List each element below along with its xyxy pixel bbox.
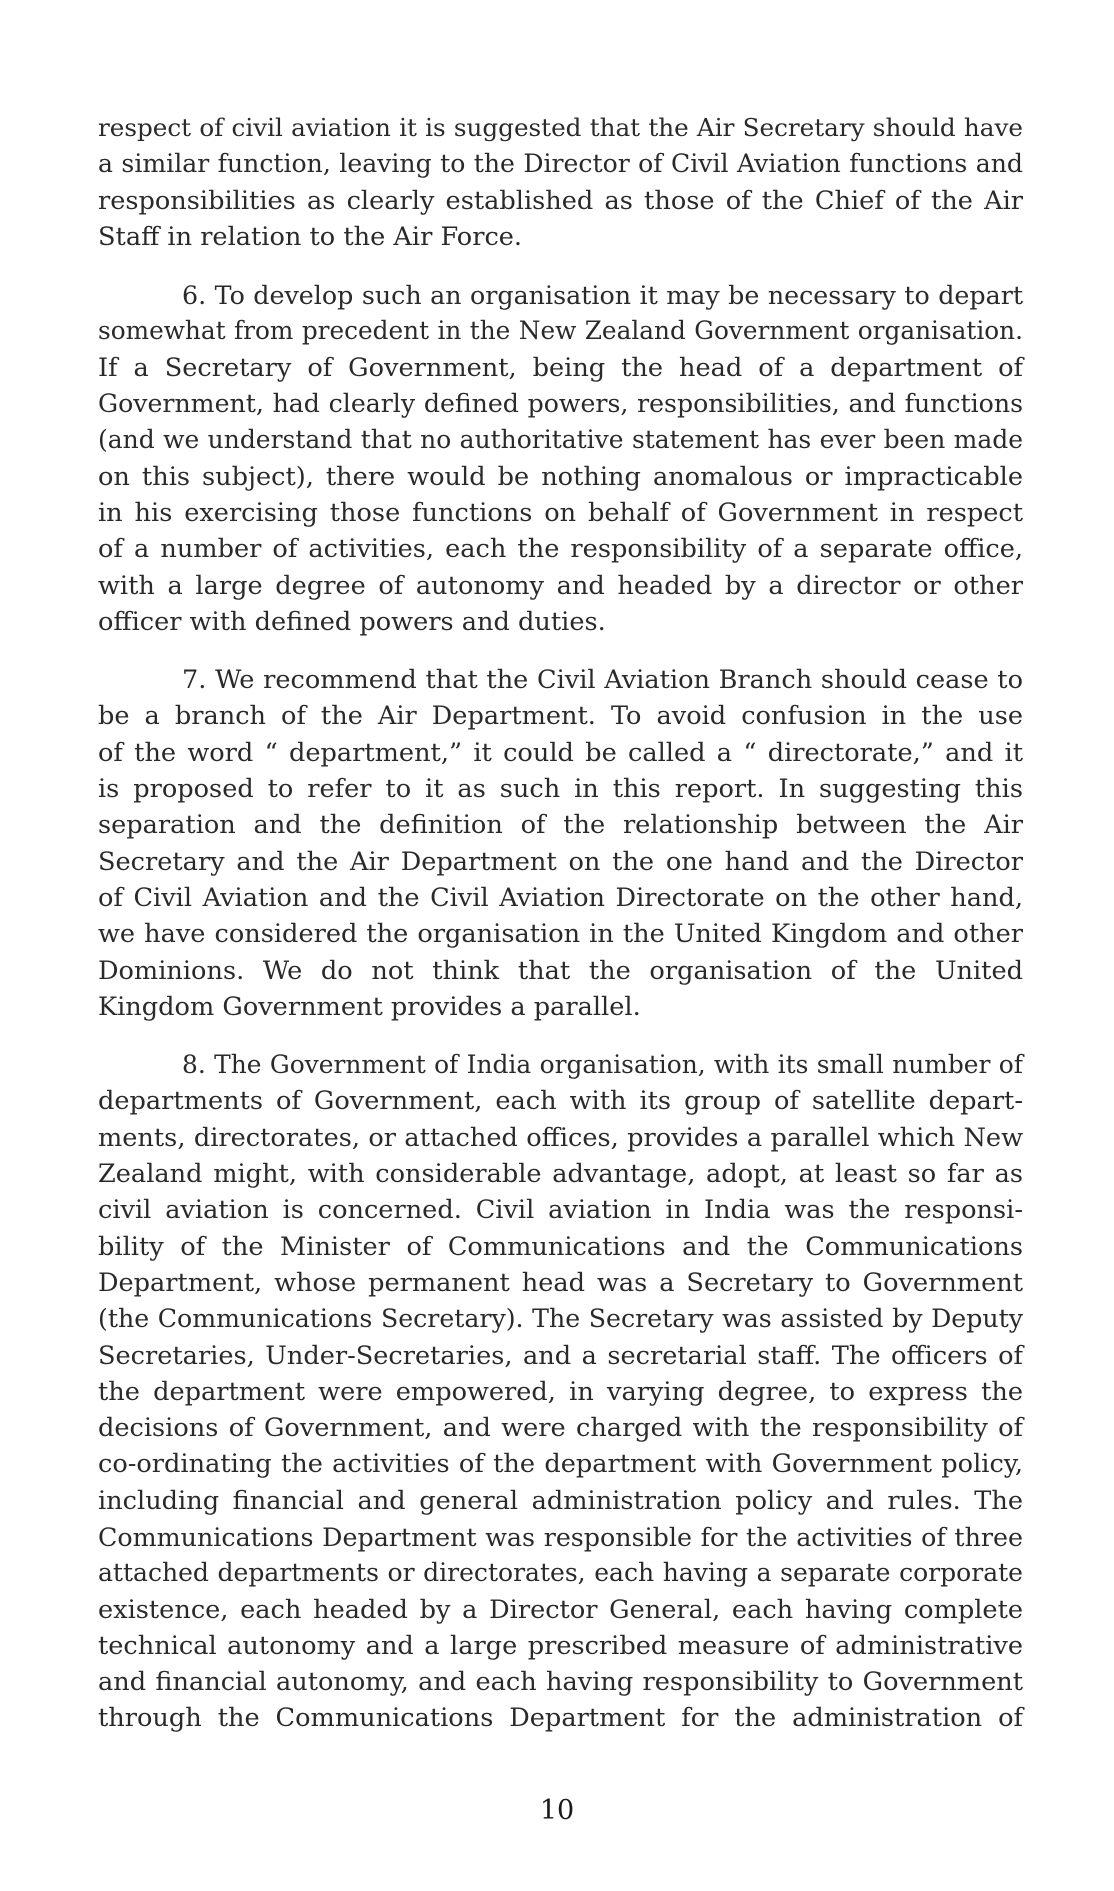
text-line: (the Communications Secretary). The Secretary was assisted by Deputy	[98, 1304, 1023, 1334]
text-line: Kingdom Government provides a parallel.	[98, 991, 641, 1022]
text-line: of the word “ department,” it could be called a “ directorate,” and it	[98, 737, 1023, 768]
text-line: Communications Department was responsible for the activities of three	[98, 1521, 1023, 1552]
text-line: through the Communications Department for the administration of	[98, 1703, 1023, 1734]
text-line: 8. The Government of India organisation, with its small number of	[182, 1050, 1023, 1080]
text-line: decisions of Government, and were charged with the responsibility of	[98, 1413, 1023, 1444]
text-line: ments, directorates, or attached offices, provides a parallel which New	[98, 1122, 1023, 1153]
paragraph-6	[98, 277, 1023, 640]
page-number: 10	[539, 1795, 575, 1826]
text-line: somewhat from precedent in the New Zealand Government organisation.	[98, 316, 1023, 346]
text-line: including financial and general administration policy and rules. The	[98, 1485, 1023, 1516]
text-line: of Civil Aviation and the Civil Aviation Directorate on the other hand,	[98, 882, 1023, 913]
text-line: If a Secretary of Government, being the head of a department of	[98, 352, 1023, 383]
text-line: a similar function, leaving to the Director of Civil Aviation functions and	[98, 149, 1023, 179]
text-line: 6. To develop such an organisation it may be necessary to depart	[182, 280, 1023, 311]
paragraph-7	[98, 662, 1023, 1025]
text-line: Zealand might, with considerable advantage, adopt, at least so far as	[98, 1159, 1023, 1190]
text-line: be a branch of the Air Department. To avoid confusion in the use	[98, 701, 1023, 732]
text-line: departments of Government, each with its group of satellite depart-	[98, 1086, 1023, 1117]
text-line: Dominions. We do not think that the organisation of the United	[98, 955, 1023, 986]
text-line: in his exercising those functions on behalf of Government in respect	[98, 497, 1023, 528]
text-line: technical autonomy and a large prescribed measure of administrative	[98, 1630, 1023, 1661]
text-line: Department, whose permanent head was a Secretary to Government	[98, 1267, 1023, 1298]
paragraph-8	[98, 1047, 1023, 1737]
text-line: and financial autonomy, and each having responsibility to Government	[98, 1667, 1023, 1698]
paragraph-continuation	[98, 110, 1023, 255]
text-line: is proposed to refer to it as such in this report. In suggesting this	[98, 774, 1023, 805]
text-line: the department were empowered, in varying degree, to express the	[98, 1376, 1023, 1407]
text-line: existence, each headed by a Director General, each having complete	[98, 1594, 1023, 1625]
text-line: Secretaries, Under-Secretaries, and a secretarial staff. The officers of	[98, 1340, 1023, 1371]
text-line: responsibilities as clearly established as those of the Chief of the Air	[98, 185, 1023, 216]
text-line: Staff in relation to the Air Force.	[98, 221, 523, 252]
text-line: (and we understand that no authoritative statement has ever been made	[98, 425, 1023, 455]
text-line: on this subject), there would be nothing anomalous or impracticable	[98, 461, 1023, 492]
text-line: co-ordinating the activities of the department with Government policy,	[98, 1449, 1023, 1480]
text-line: separation and the definition of the relationship between the Air	[98, 810, 1023, 841]
text-line: bility of the Minister of Communications and the Communications	[98, 1231, 1023, 1262]
text-line: officer with defined powers and duties.	[98, 606, 606, 637]
text-line: with a large degree of autonomy and headed by a director or other	[98, 570, 1023, 601]
text-line: civil aviation is concerned. Civil aviation in India was the responsi-	[98, 1195, 1023, 1226]
text-line: of a number of activities, each the responsibility of a separate office,	[98, 534, 1023, 565]
text-line: we have considered the organisation in the United Kingdom and other	[98, 919, 1023, 950]
text-line: 7. We recommend that the Civil Aviation Branch should cease to	[182, 665, 1023, 696]
text-line: Secretary and the Air Department on the one hand and the Director	[98, 846, 1023, 877]
text-line: respect of civil aviation it is suggested that the Air Secretary should have	[98, 113, 1023, 142]
text-line: attached departments or directorates, each having a separate corporate	[98, 1558, 1023, 1588]
page-body	[98, 110, 1023, 1737]
text-line: Government, had clearly defined powers, responsibilities, and functions	[98, 389, 1023, 419]
